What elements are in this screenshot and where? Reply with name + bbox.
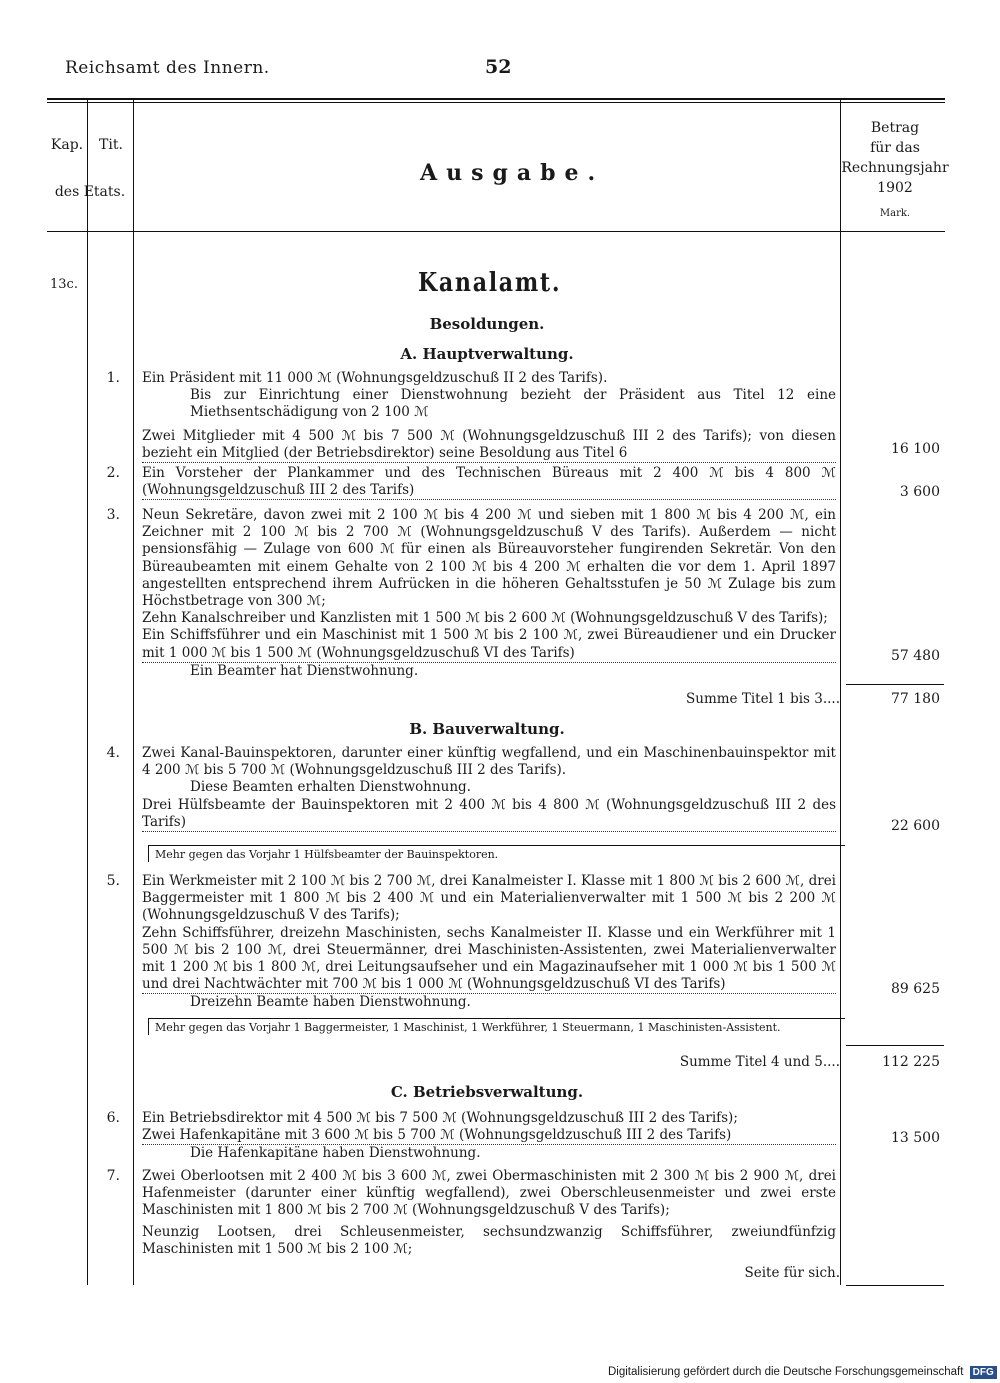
titel-number: 7.: [106, 1168, 120, 1184]
entry-text: [142, 745, 836, 832]
titel-number: 3.: [106, 507, 120, 523]
entry-line: Zwei Hafenkapitäne mit 3 600 ℳ bis 5 700 ℳ (Wohnungsgeldzuschuß III 2 des Tarifs): [142, 1127, 836, 1145]
entry-line: Zehn Schiffsführer, dreizehn Maschinisten, sechs Kanalmeister II. Klasse und ein Werkführer mit 1 500 ℳ bis 2 100 ℳ, drei Steuermänner, drei Maschinisten-Assistenten, zwei Materialienverwalter mit 1 200 ℳ bis 1 800 ℳ, drei Leitungsaufseher und ein Magazinaufseher mit 1 000 ℳ bis 1 500 ℳ und drei Nachtwächter mit 700 ℳ bis 1 000 ℳ (Wohnungsgeldzuschuß VI des Tarifs): [142, 925, 836, 995]
titel-number: 2.: [106, 465, 120, 481]
entry-text: [142, 1168, 836, 1258]
entry-text: [142, 370, 836, 463]
page-number: 52: [485, 56, 512, 78]
ausgabe-heading: Ausgabe.: [420, 160, 605, 186]
betrag-heading: [840, 118, 950, 224]
entry-line: Ein Schiffsführer und ein Maschinist mit 1 500 ℳ bis 2 100 ℳ, zwei Büreaudiener und ein Drucker mit 1 000 ℳ bis 1 500 ℳ (Wohnungsgeldzuschuß VI des Tarifs): [142, 627, 836, 662]
kapitel-number: 13c.: [50, 277, 78, 292]
entry-line: Neun Sekretäre, davon zwei mit 2 100 ℳ bis 4 200 ℳ und sieben mit 1 800 ℳ bis 4 200 ℳ, ein Zeichner mit 2 100 ℳ bis 2 700 ℳ (Wohnungsgeldzuschuß V des Tarifs). Außerdem — nicht pensionsfähig — Zulage von 600 ℳ für einen als Büreauvorsteher fungirenden Sekretär. Von den Büreaubeamten mit einem Gehalte von 2 100 ℳ bis 4 200 ℳ erhalten die vor dem 1. April 1897 angestellten entsprechend ihrem Aufrücken in die höheren Gehaltsstufen je 50 ℳ Zulage bis zum Höchstbetrage von 300 ℳ;: [142, 507, 836, 610]
entry-line: Bis zur Einrichtung einer Dienstwohnung bezieht der Präsident aus Titel 12 eine Miethsentschädigung von 2 100 ℳ: [190, 387, 836, 421]
sum-amount: 77 180: [891, 691, 940, 707]
entry-text: [142, 1110, 836, 1163]
running-header: Reichsamt des Innern.: [65, 58, 270, 78]
header-rule: [47, 231, 945, 232]
digitization-footer: [608, 1366, 997, 1379]
sum-amount: 112 225: [882, 1054, 940, 1070]
amount: 89 625: [891, 981, 940, 997]
amount: 16 100: [891, 441, 940, 457]
sum-label: Summe Titel 4 und 5....: [679, 1054, 840, 1070]
col-divider-tit: [133, 100, 134, 1285]
entry-line: Zwei Oberlootsen mit 2 400 ℳ bis 3 600 ℳ, zwei Obermaschinisten mit 2 300 ℳ bis 2 900 ℳ, drei Hafenmeister (darunter einer künftig wegfallend), zwei Oberschleusenmeister und zwei erste Maschinisten mit 1 800 ℳ bis 2 700 ℳ (Wohnungsgeldzuschuß V des Tarifs);: [142, 1168, 836, 1219]
sum-label: Summe Titel 1 bis 3....: [686, 691, 840, 707]
col-divider-amount: [840, 100, 841, 1285]
titel-number: 1.: [106, 370, 120, 386]
bottom-rule: [846, 1285, 944, 1286]
entry-text: Ein Vorsteher der Plankammer und des Technischen Büreaus mit 2 400 ℳ bis 4 800 ℳ (Wohnungsgeldzuschuß III 2 des Tarifs): [142, 465, 836, 500]
top-rule-thin: [47, 102, 945, 103]
amount: 3 600: [899, 484, 940, 500]
col-head-tit: Tit.: [99, 137, 123, 153]
entry-line: Ein Werkmeister mit 2 100 ℳ bis 2 700 ℳ, drei Kanalmeister I. Klasse mit 1 800 ℳ bis 2 600 ℳ, drei Baggermeister mit 1 800 ℳ bis 2 400 ℳ und ein Materialienverwalter mit 1 500 ℳ bis 2 200 ℳ (Wohnungsgeldzuschuß V des Tarifs);: [142, 873, 836, 924]
entry-line: Ein Präsident mit 11 000 ℳ (Wohnungsgeldzuschuß II 2 des Tarifs).: [142, 370, 608, 386]
amount: 22 600: [891, 818, 940, 834]
entry-line: Neunzig Lootsen, drei Schleusenmeister, sechsundzwanzig Schiffsführer, zweiundfünfzig Maschinisten mit 1 500 ℳ bis 2 100 ℳ;: [142, 1223, 836, 1257]
betrag-line: für das: [870, 140, 920, 156]
betrag-line: Betrag: [870, 120, 920, 136]
dfg-logo-icon: DFG: [970, 1366, 997, 1379]
group-heading-a: A. Hauptverwaltung.: [400, 345, 574, 363]
continuation-note: Seite für sich.: [744, 1265, 840, 1281]
entry-text: [142, 507, 836, 680]
group-heading-b: B. Bauverwaltung.: [409, 720, 565, 738]
betrag-line: Rechnungsjahr: [841, 160, 949, 176]
group-heading-c: C. Betriebsverwaltung.: [390, 1083, 584, 1101]
amount: 13 500: [891, 1130, 940, 1146]
titel-number: 5.: [106, 873, 120, 889]
col-head-des-etats: des Etats.: [54, 184, 126, 200]
entry-line: Dreizehn Beamte haben Dienstwohnung.: [190, 994, 471, 1011]
section-subtitle: Besoldungen.: [429, 315, 545, 333]
col-divider-kap: [87, 100, 88, 1285]
titel-number: 4.: [106, 745, 120, 761]
sum-rule: [846, 684, 944, 685]
entry-line: Ein Beamter hat Dienstwohnung.: [190, 662, 419, 679]
section-title: Kanalamt.: [418, 268, 562, 298]
entry-line: Diese Beamten erhalten Dienstwohnung.: [190, 779, 471, 796]
change-note: Mehr gegen das Vorjahr 1 Baggermeister, 1 Maschinist, 1 Werkführer, 1 Steuermann, 1 Maschinisten-Assistent.: [148, 1018, 845, 1035]
top-rule: [47, 98, 945, 100]
col-head-kap: Kap.: [50, 137, 84, 153]
change-note: Mehr gegen das Vorjahr 1 Hülfsbeamter der Bauinspektoren.: [148, 845, 845, 862]
titel-number: 6.: [106, 1110, 120, 1126]
betrag-unit: Mark.: [879, 208, 911, 219]
entry-line: Zwei Kanal-Bauinspektoren, darunter einer künftig wegfallend, und ein Maschinenbauinspektor mit 4 200 ℳ bis 5 700 ℳ (Wohnungsgeldzuschuß III 2 des Tarifs).: [142, 745, 836, 779]
footer-text: Digitalisierung gefördert durch die Deutsche Forschungsgemeinschaft: [608, 1366, 964, 1378]
entry-text: [142, 873, 836, 1012]
entry-line: Zwei Mitglieder mit 4 500 ℳ bis 7 500 ℳ (Wohnungsgeldzuschuß III 2 des Tarifs); von diesen bezieht ein Mitglied (der Betriebsdirektor) seine Besoldung aus Titel 6: [142, 428, 836, 463]
amount: 57 480: [891, 648, 940, 664]
sum-rule: [846, 1045, 944, 1046]
entry-line: Zehn Kanalschreiber und Kanzlisten mit 1 500 ℳ bis 2 600 ℳ (Wohnungsgeldzuschuß V des Tarifs);: [142, 610, 828, 627]
entry-line: Drei Hülfsbeamte der Bauinspektoren mit 2 400 ℳ bis 4 800 ℳ (Wohnungsgeldzuschuß III 2 des Tarifs): [142, 797, 836, 832]
entry-line: Ein Betriebsdirektor mit 4 500 ℳ bis 7 500 ℳ (Wohnungsgeldzuschuß III 2 des Tarifs);: [142, 1110, 738, 1126]
entry-line: Die Hafenkapitäne haben Dienstwohnung.: [190, 1145, 481, 1162]
betrag-line: 1902: [877, 180, 913, 196]
